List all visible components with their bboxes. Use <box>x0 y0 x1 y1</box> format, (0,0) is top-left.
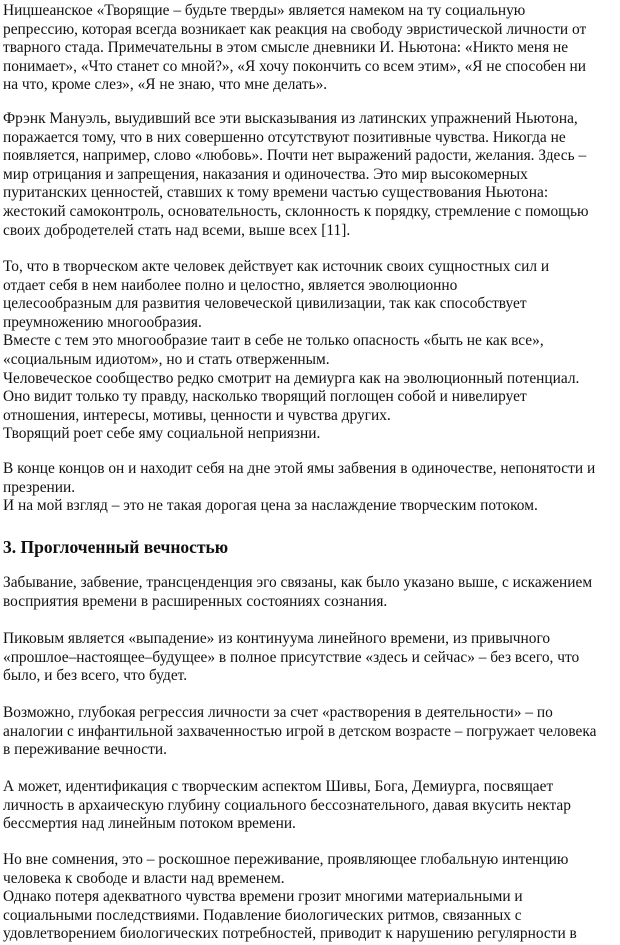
text-line: Ницшеанское «Творящие – будьте тверды» является намеком на ту социальную <box>3 2 526 19</box>
text-line: То, что в творческом акте человек действует как источник своих сущностных сил и <box>3 258 550 275</box>
text-line: на что, кроме слез», «Я не знаю, что мне делать». <box>3 76 328 94</box>
text-line: жестокий самоконтроль, основательность, склонность к порядку, стремление с помощью <box>3 202 589 220</box>
text-line: репрессию, которая всегда возникает как реакция на свободу эвристической личности от <box>3 20 587 38</box>
text-line: тварного стада. Примечательны в этом смысле дневники И. Ньютона: «Никто меня не <box>3 39 569 57</box>
text-line: В конце концов он и находит себя на дне этой ямы забвения в одиночестве, непонятости и <box>3 460 596 477</box>
text-line: Возможно, глубокая регрессия личности за счет «растворения в деятельности» – по <box>3 704 553 721</box>
paragraph-manuel <box>3 110 620 240</box>
text-line: в переживание вечности. <box>3 741 167 759</box>
section-heading: 3. Проглоченный вечностью <box>3 537 229 557</box>
text-line: презрении. <box>3 478 76 496</box>
text-line: Фрэнк Мануэль, выудивший все эти высказывания из латинских упражнений Ньютона, <box>3 110 578 127</box>
paragraph-forgetting <box>3 574 620 611</box>
text-line: отношения, интересы, мотивы, ценности и чувства других. <box>3 406 391 424</box>
text-line: «прошлое–настоящее–будущее» в полное присутствие «здесь и сейчас» – без всего, что <box>3 648 580 666</box>
text-line: Творящий роет себе яму социальной неприязни. <box>3 425 321 443</box>
paragraph-in-the-end <box>3 460 620 516</box>
paragraph-luxurious-experience <box>3 851 620 944</box>
text-line: поражается тому, что в них совершенно отсутствуют позитивные чувства. Никогда не <box>3 128 566 146</box>
text-line: И на мой взгляд – это не такая дорогая цена за наслаждение творческим потоком. <box>3 497 538 515</box>
text-line: Забывание, забвение, трансценденция эго связаны, как было указано выше, с искажением <box>3 574 593 591</box>
text-line: личность в архаическую глубину социального бессознательного, давая вкусить нектар <box>3 796 571 814</box>
text-line: понимает», «Что станет со мной?», «Я хочу покончить со всем этим», «Я не способен ни <box>3 57 587 75</box>
text-line: отдает себя в нем наиболее полно и целостно, является эволюционно <box>3 276 458 294</box>
text-line: своих добродетелей стать над всеми, выше всех [11]. <box>3 221 351 239</box>
text-line: социальными последствиями. Подавление биологических ритмов, связанных с <box>3 906 522 924</box>
text-line: Но вне сомнения, это – роскошное переживание, проявляющее глобальную интенцию <box>3 851 569 868</box>
text-line: преумножению многообразия. <box>3 313 202 331</box>
text-line: аналогии с инфантильной захваченностью игрой в детском возрасте – погружает человека <box>3 722 597 740</box>
paragraph-identification <box>3 778 620 834</box>
text-line: Пиковым является «выпадение» из континуума линейного времени, из привычного <box>3 630 551 647</box>
text-line: «социальным идиотом», но и стать отверженным. <box>3 350 330 368</box>
text-line: пуританских ценностей, ставших к тому времени частью существования Ньютона: <box>3 184 549 202</box>
text-line: было, и без всего, что будет. <box>3 667 188 685</box>
paragraph-creative-act <box>3 258 620 444</box>
text-line: человека к свободе и власти над временем. <box>3 869 285 887</box>
text-line: мир отрицания и запрещения, наказания и одиночества. Это мир высокомерных <box>3 165 528 183</box>
text-line: удовлетворением биологических потребностей, приводит к нарушению регулярности в <box>3 925 577 943</box>
text-line: А может, идентификация с творческим аспектом Шивы, Бога, Демиурга, посвящает <box>3 778 554 795</box>
paragraph-nietzsche <box>3 2 620 95</box>
text-line: Вместе с тем это многообразие таит в себе не только опасность «быть не как все», <box>3 332 544 350</box>
text-line: Однако потеря адекватного чувства времени грозит многими материальными и <box>3 888 523 906</box>
paragraph-regression <box>3 704 620 760</box>
text-line: появляется, например, слово «любовь». Почти нет выражений радости, желания. Здесь – <box>3 147 587 165</box>
text-line: восприятия времени в расширенных состояниях сознания. <box>3 592 388 610</box>
text-line: целесообразным для развития человеческой цивилизации, так как способствует <box>3 295 527 313</box>
text-line: бессмертия над линейным потоком времени. <box>3 815 296 833</box>
text-line: Оно видит только ту правду, насколько творящий поглощен собой и нивелирует <box>3 388 527 406</box>
text-line: Человеческое сообщество редко смотрит на демиурга как на эволюционный потенциал. <box>3 369 580 387</box>
paragraph-peak <box>3 630 620 686</box>
